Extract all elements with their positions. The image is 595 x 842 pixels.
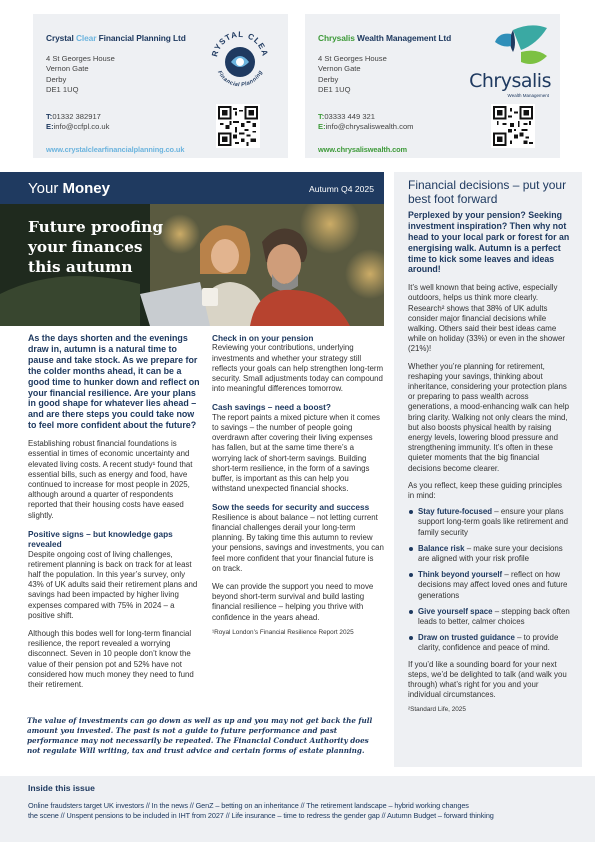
firm1-address: 4 St Georges House Vernon Gate Derby DE1 1UQ: [46, 54, 115, 95]
chrysalis-wordmark: Chrysalis: [469, 70, 551, 92]
footnote: ¹Royal London’s Financial Resilience Report 2025: [212, 628, 354, 636]
firm1-card: [33, 14, 288, 158]
article-paragraph: Reviewing your contributions, underlying investments and whether your strategy still reflects your goals can help strengthen long-term security. Small adjustments today can compound into meaningful differences tomorrow.: [212, 343, 384, 394]
article-paragraph: The report paints a mixed picture when it comes to savings – the number of people going overdrawn after covering their living expenses has fallen, but at the same time there’s a worrying lack of short-term savings. Building short-term resilience, in the form of a savings buffer, is important as this can help you withstand unexpected financial shocks.: [212, 412, 380, 494]
masthead-title: Your Money: [28, 180, 110, 197]
firm2-card: [305, 14, 560, 158]
firm1-name: Crystal Clear Financial Planning Ltd: [46, 33, 186, 43]
article-intro: As the days shorten and the evenings draw in, autumn is a natural time to pause and take stock. As we prepare for the colder months ahead, it can be a good time to hunker down and reflect on your financial resilience. Are your plans in good shape for whatever lies ahead – and are there steps you could take now to feel more confident about the future?: [28, 333, 200, 431]
list-item: Stay future-focused – ensure your plans support long-term goals like retirement and family security: [408, 507, 570, 538]
firm2-website[interactable]: www.chrysaliswealth.com: [318, 145, 408, 154]
newsletter-banner: [0, 172, 384, 204]
principles-list: [408, 507, 570, 653]
hero-image: [0, 204, 384, 326]
firm2-name: Chrysalis Wealth Management Ltd: [318, 33, 452, 43]
list-item: Balance risk – make sure your decisions are aligned with your risk profile: [408, 544, 570, 564]
firm1-phone[interactable]: 01332 382917: [52, 112, 101, 121]
firm1-website[interactable]: www.crystalclearfinancialplanning.co.uk: [46, 145, 185, 154]
sidebar-intro: Perplexed by your pension? Seeking investment inspiration? Then why not head to your local park or forest for an energising walk. Autumn is a perfect time to kick some leaves and ideas around!: [408, 210, 570, 275]
article-paragraph: Despite ongoing cost of living challenges, retirement planning is back on track for at least half the population. In this year’s survey, only 43% of UK adults said their retirement plans and savings had been impacted by higher living expenses compared with 75% in 2024 – a positive shift.: [28, 549, 198, 620]
chrysalis-logo: [451, 22, 551, 102]
article-left-column: [28, 333, 202, 698]
issue-contents: Online fraudsters target UK investors // In the news // GenZ – betting on an inheritance // The retirement landscape – hybrid working changes the scene // Unspent pensions to be included in IHT from 2027 // Life insurance – time to redress the gender gap // Autumn Budget – forward thinking: [28, 801, 494, 820]
article-middle-column: [212, 333, 384, 637]
issue-label: Autumn Q4 2025: [309, 184, 374, 194]
sidebar-paragraph: Whether you’re planning for retirement, reshaping your savings, thinking about inheritance, considering your protection plans or preparing to pass wealth across generations, a mood-enhancing walk can help bring clarity. Walking not only clears the mind, but also boosts physical health by raising energy levels, lowering blood pressure and strengthening immunity. It’s often in these quieter moments that the big financial decisions become clearer.: [408, 361, 569, 473]
firm1-email[interactable]: info@ccfpl.co.uk: [53, 122, 110, 132]
section-heading: Cash savings – need a boost?: [212, 402, 331, 413]
article-paragraph: Establishing robust financial foundations is essential in times of economic uncertainty and elevated living costs. A recent study¹ found that essential bills, such as energy and food, have continued to increase for most people in 2025, although around a quarter of respondents reported that their housing costs have eased slightly.: [28, 439, 193, 520]
sidebar-paragraph: As you reflect, keep these guiding principles in mind:: [408, 480, 562, 501]
list-item: Think beyond yourself – reflect on how decisions may affect loved ones and future generations: [408, 570, 570, 601]
inside-this-issue-footer: [0, 776, 595, 842]
article-paragraph: Although this bodes well for long-term financial resilience, the report revealed a worrying disconnect. Seven in 10 people don’t know the value of their pension pot and 52% have not considered how much money they need to fund their retirement.: [28, 629, 194, 690]
hero-headline: Future proofing your finances this autumn: [28, 218, 164, 276]
firm2-qr-code[interactable]: [491, 104, 535, 148]
chrysalis-subtitle: Wealth Management: [507, 93, 549, 98]
section-heading: Check in on your pension: [212, 333, 314, 343]
risk-disclaimer: The value of investments can go down as well as up and you may not get back the full amount you invested. The past is not a guide to future performance and past performance may not necessarily be repeated. The Financial Conduct Authority does not regulate Will writing, tax and trust advice and certain forms of estate planning.: [27, 716, 373, 755]
sidebar-paragraph: If you’d like a sounding board for your next steps, we’d be delighted to talk (and walk you through) what’s right for you and your individual circumstances.: [408, 659, 567, 700]
section-heading: Positive signs – but knowledge gaps revealed: [28, 528, 173, 550]
crystal-clear-logo: [209, 26, 271, 92]
footer-title: Inside this issue: [28, 783, 95, 793]
sidebar-title: Financial decisions – put your best foot forward: [408, 178, 567, 207]
list-item: Draw on trusted guidance – to provide clarity, confidence and peace of mind.: [408, 633, 570, 653]
firm2-address: 4 St Georges House Vernon Gate Derby DE1 1UQ: [318, 54, 387, 95]
firm2-phone[interactable]: 03333 449 321: [324, 112, 376, 121]
sidebar-content: [408, 178, 570, 714]
sidebar-paragraph: It’s well known that being active, especially outdoors, helps us think more clearly. Research² shows that 38% of UK adults consider major financial decisions while walking. Others said their best ideas came while on holiday (33%) or even in the shower (21%)!: [408, 283, 566, 354]
firm1-contact: T:01332 382917 E:info@ccfpl.co.uk: [46, 112, 110, 132]
section-heading: Sow the seeds for security and success: [212, 502, 370, 513]
firm2-contact: T:03333 449 321 E:info@chrysaliswealth.com: [318, 112, 414, 132]
firm2-email[interactable]: info@chrysaliswealth.com: [325, 122, 414, 132]
footnote: ²Standard Life, 2025: [408, 705, 466, 713]
article-paragraph: We can provide the support you need to move beyond short-term survival and build lasting financial resilience – helping you thrive with confidence in the years ahead.: [212, 582, 374, 622]
logo-arc-bottom: Financial Planning: [215, 69, 265, 89]
list-item: Give yourself space – stepping back often leads to better, calmer choices: [408, 607, 570, 627]
article-paragraph: Resilience is about balance – not letting current financial challenges derail your long-term planning. By taking time this autumn to review your pensions, savings and investments, you can feel more confident that your financial future is on track.: [212, 512, 384, 573]
firm1-qr-code[interactable]: [216, 104, 260, 148]
logo-arc-top: RYSTAL CLEA: [210, 29, 270, 58]
butterfly-icon: [451, 22, 551, 72]
